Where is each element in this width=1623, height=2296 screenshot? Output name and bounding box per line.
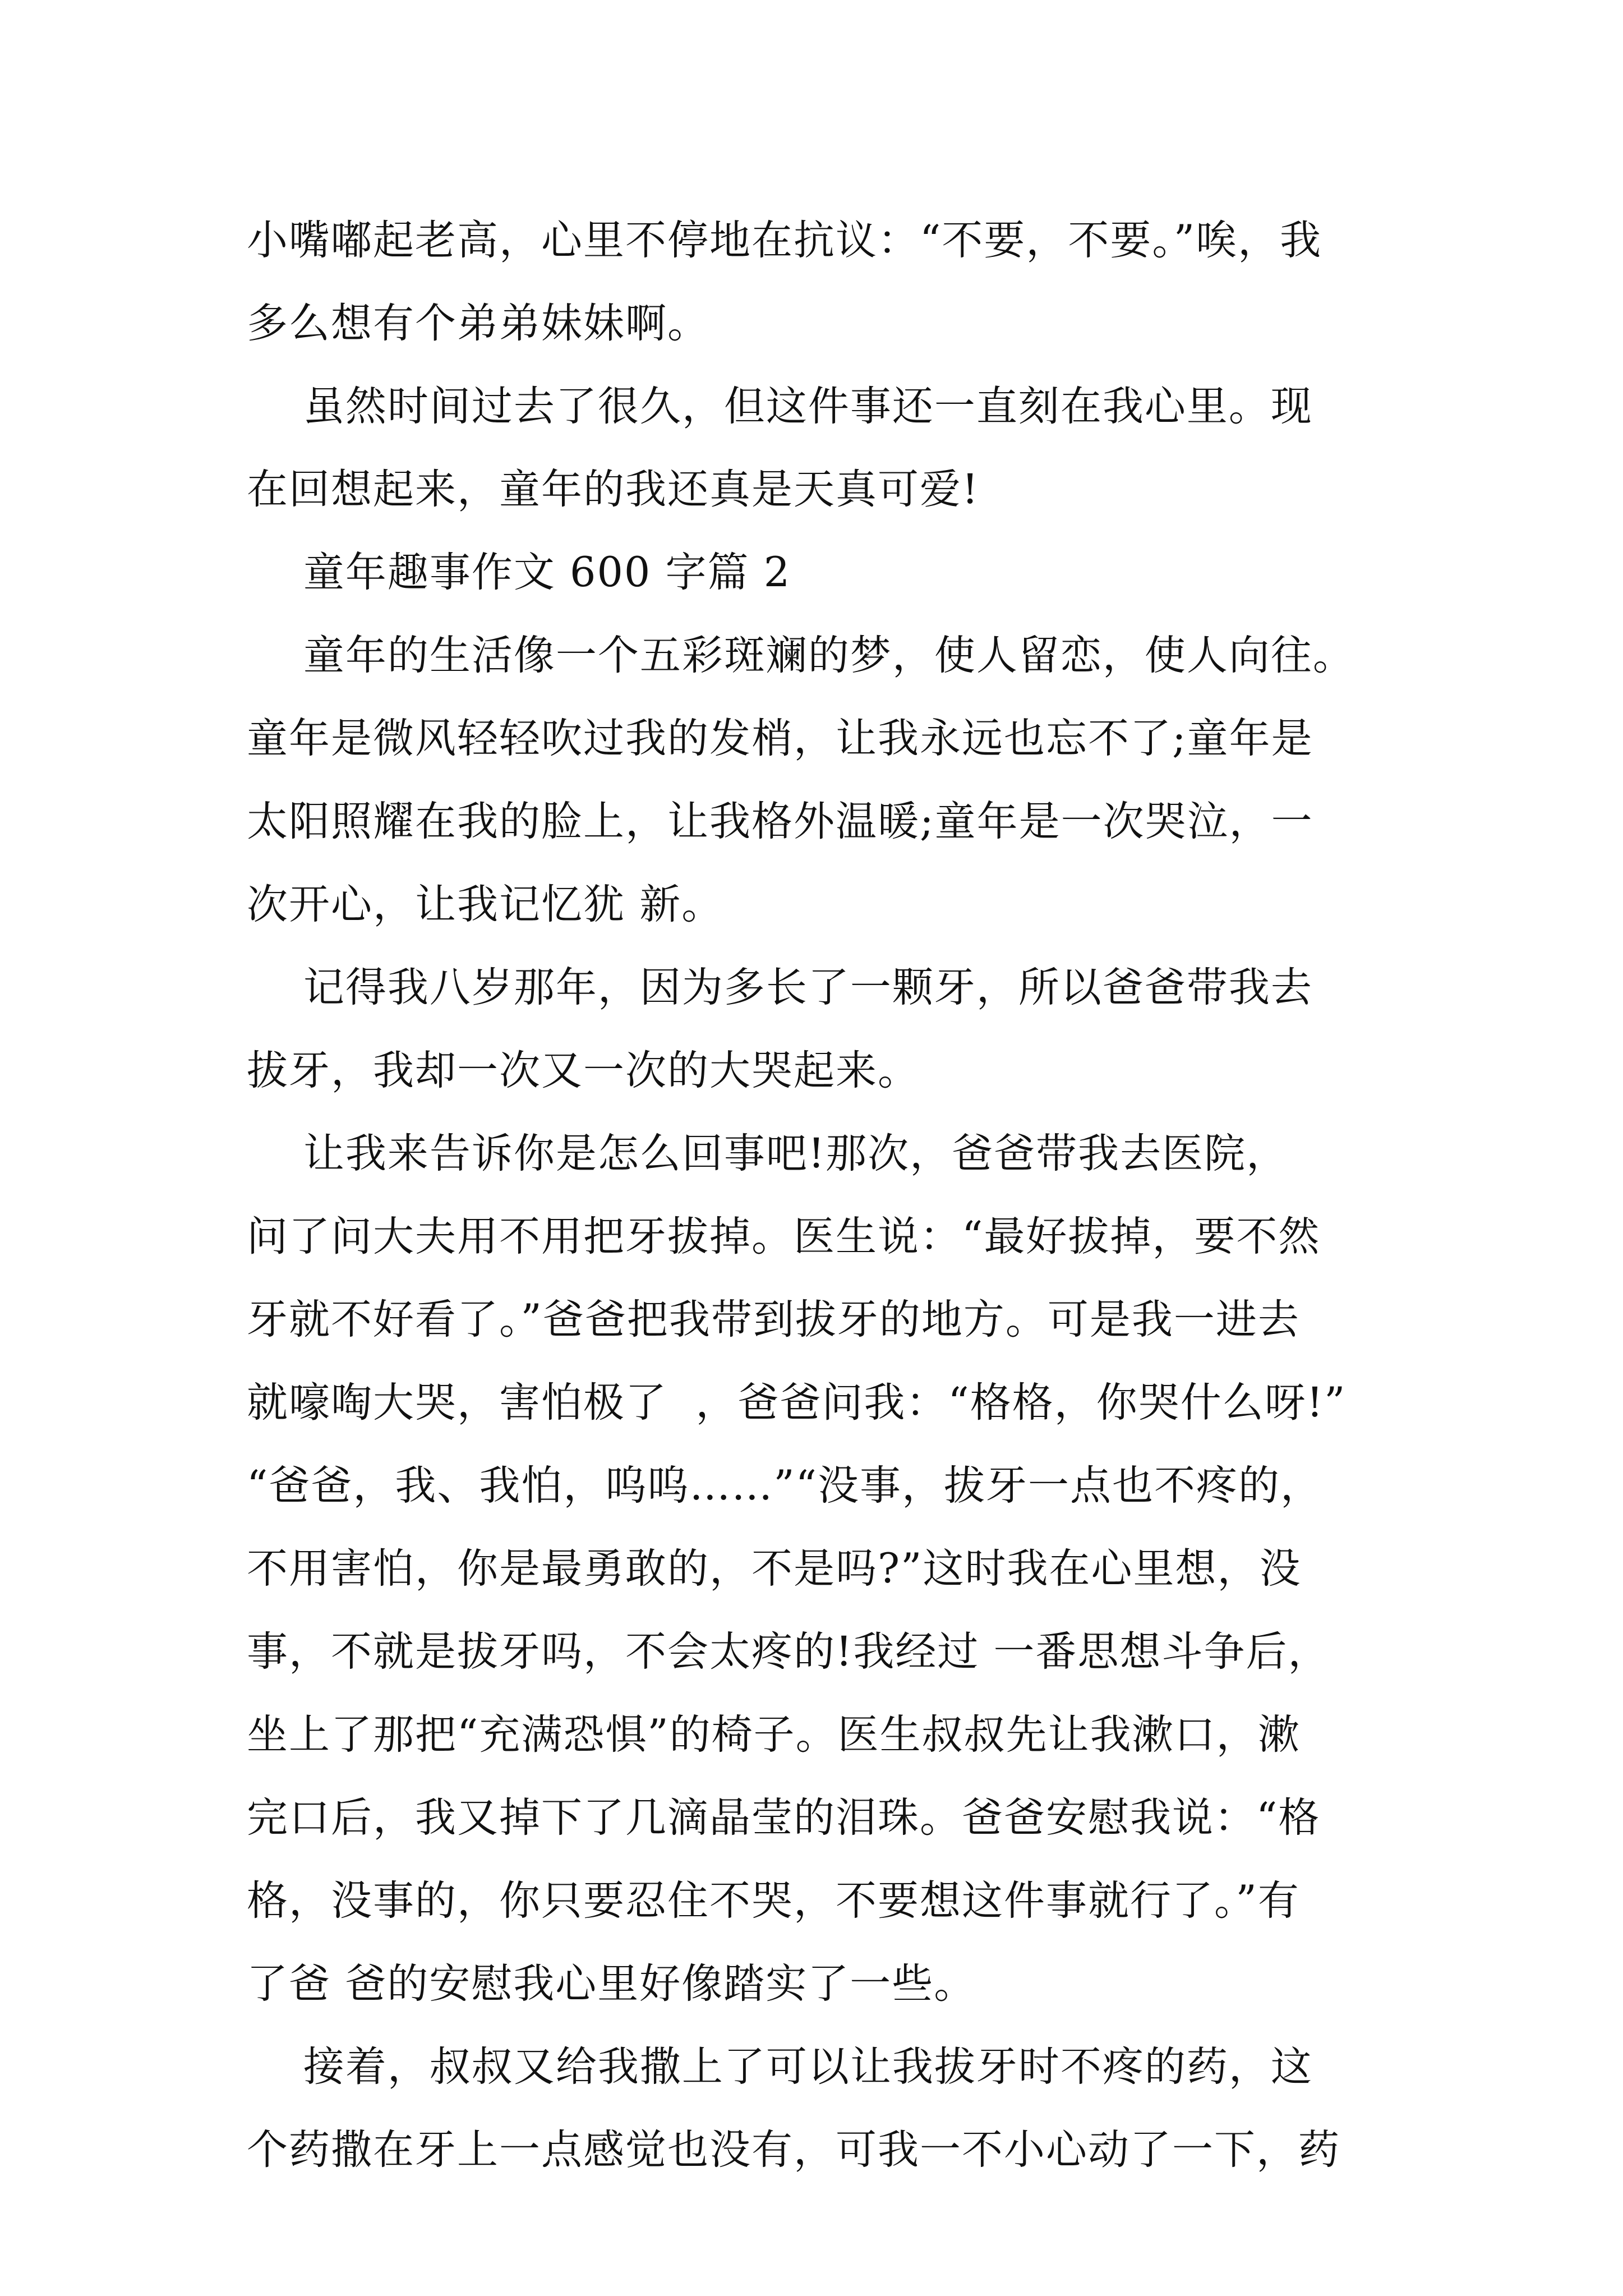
text-line: 太阳照耀在我的脸上，让我格外温暖;童年是一次哭泣，一 bbox=[247, 798, 1313, 845]
text-line: 不用害怕，你是最勇敢的，不是吗?”这时我在心里想，没 bbox=[247, 1545, 1302, 1593]
text-line: 虽然时间过去了很久，但这件事还一直刻在我心里。现 bbox=[247, 383, 1313, 430]
text-line: 次开心，让我记忆犹 新。 bbox=[247, 881, 724, 928]
text-line: 多么想有个弟弟妹妹啊。 bbox=[247, 300, 709, 347]
text-line: 记得我八岁那年，因为多长了一颗牙，所以爸爸带我去 bbox=[247, 964, 1313, 1011]
text-line: 坐上了那把“充满恐惧”的椅子。医生叔叔先让我漱口，漱 bbox=[247, 1711, 1301, 1759]
text-line: 事，不就是拔牙吗，不会太疼的!我经过 一番思想斗争后， bbox=[247, 1628, 1330, 1676]
text-line: 童年的生活像一个五彩斑斓的梦，使人留恋，使人向往。 bbox=[247, 632, 1355, 679]
text-line: 了爸 爸的安慰我心里好像踏实了一些。 bbox=[247, 1960, 976, 2008]
text-line: 让我来告诉你是怎么回事吧!那次，爸爸带我去医院， bbox=[247, 1130, 1289, 1177]
text-line: 就嚎啕大哭，害怕极了 ，爸爸问我：“格格，你哭什么呀!” bbox=[247, 1379, 1347, 1427]
text-line: 格，没事的，你只要忍住不哭，不要想这件事就行了。”有 bbox=[247, 1877, 1300, 1925]
text-line: 童年是微风轻轻吹过我的发梢，让我永远也忘不了;童年是 bbox=[247, 715, 1313, 762]
text-line: 童年趣事作文 600 字篇 2 bbox=[247, 549, 791, 596]
text-line: 牙就不好看了。”爸爸把我带到拔牙的地方。可是我一进去 bbox=[247, 1296, 1300, 1343]
text-line: 小嘴嘟起老高，心里不停地在抗议：“不要，不要。”唉，我 bbox=[247, 217, 1322, 264]
article-body bbox=[247, 208, 1391, 2200]
text-line: 接着，叔叔又给我撒上了可以让我拔牙时不疼的药，这 bbox=[247, 2043, 1313, 2091]
text-line: 在回想起来，童年的我还真是天真可爱! bbox=[247, 466, 980, 513]
text-line: 个药撒在牙上一点感觉也没有，可我一不小心动了一下，药 bbox=[247, 2126, 1340, 2174]
text-line: 完口后，我又掉下了几滴晶莹的泪珠。爸爸安慰我说：“格 bbox=[247, 1794, 1321, 1842]
text-line: 问了问大夫用不用把牙拔掉。医生说：“最好拔掉，要不然 bbox=[247, 1213, 1321, 1260]
text-line: 拔牙，我却一次又一次的大哭起来。 bbox=[247, 1047, 920, 1094]
text-line: “爸爸，我、我怕，呜呜……”“没事，拔牙一点也不疼的， bbox=[247, 1462, 1322, 1510]
